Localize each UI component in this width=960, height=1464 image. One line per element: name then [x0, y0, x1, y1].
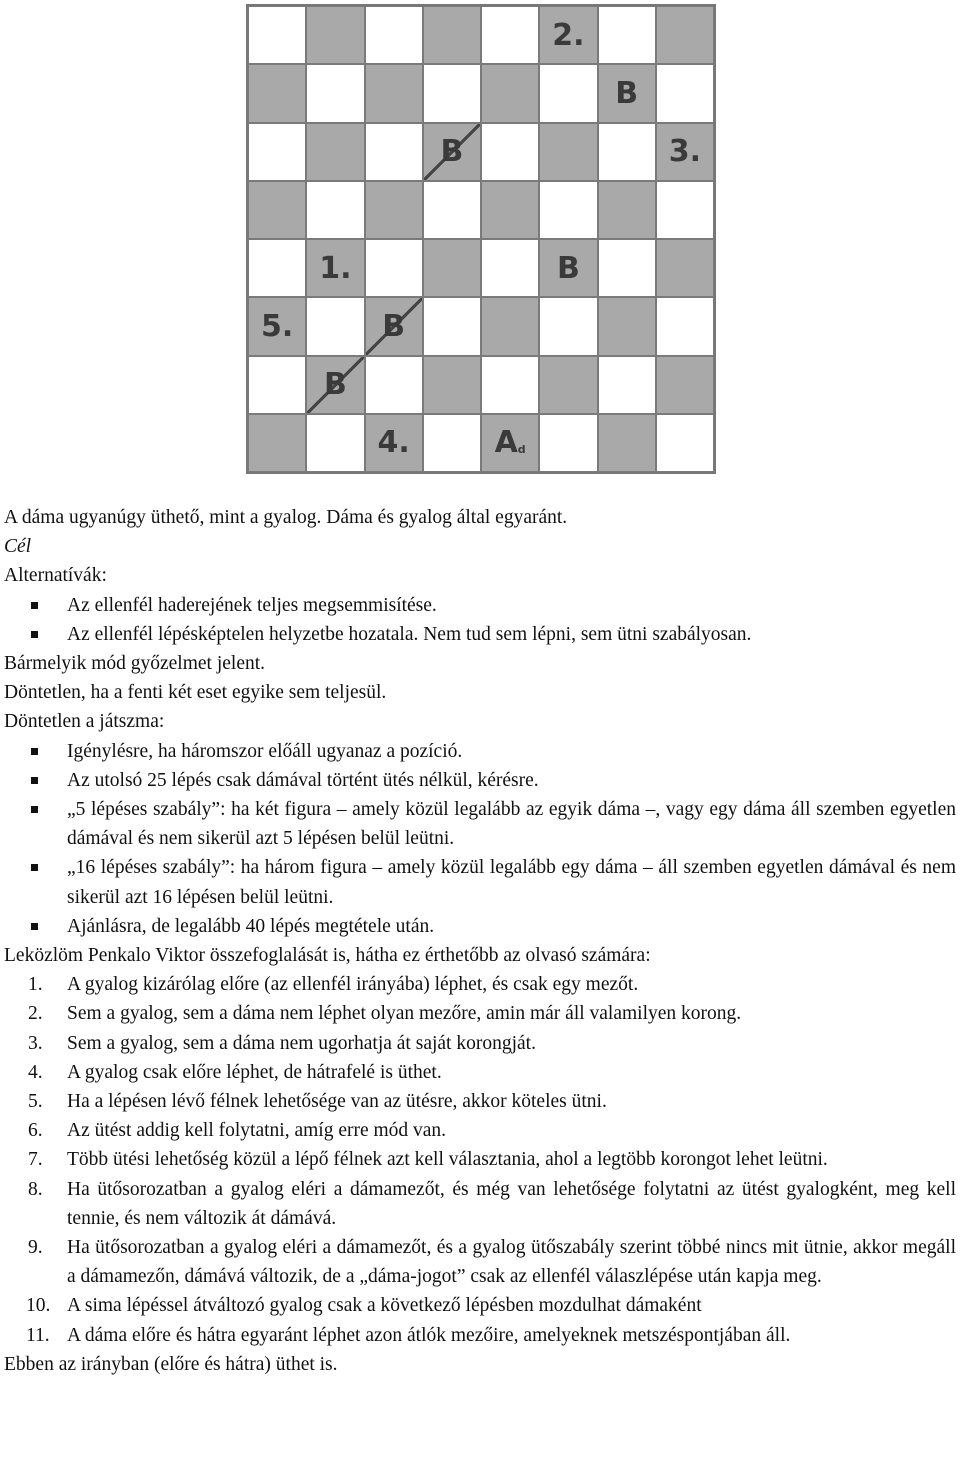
board-square: [365, 239, 423, 297]
board-square: [365, 356, 423, 414]
checkers-board-diagram: [246, 4, 716, 474]
board-mark-label: B: [323, 367, 347, 403]
board-square: [481, 356, 539, 414]
board-square: [481, 181, 539, 239]
board-square: [248, 356, 306, 414]
board-mark-label: 3.: [668, 134, 702, 170]
goal-heading: Cél: [4, 536, 32, 558]
board-mark-label: B: [382, 308, 406, 344]
board-mark-label: 1.: [319, 250, 352, 286]
board-square: [598, 356, 656, 414]
board-square: [423, 414, 481, 472]
rule-item: [4, 1087, 956, 1116]
rule-item: [4, 1233, 956, 1291]
board-square: [598, 239, 656, 297]
board-square: [481, 123, 539, 181]
board-square: [598, 6, 656, 64]
list-item: Az utolsó 25 lépés csak dámával történt ütés nélkül, kérésre.: [4, 766, 956, 795]
board-mark-label: B: [615, 75, 639, 111]
board-square: [656, 6, 714, 64]
rule-number: 11.: [26, 1324, 50, 1346]
board-mark-label: B: [440, 134, 464, 170]
rule-number: 6.: [28, 1120, 43, 1142]
rule-number: 3.: [28, 1032, 43, 1054]
board-square: [423, 356, 481, 414]
rule-text: A gyalog csak előre léphet, de hátrafelé is üthet.: [67, 1061, 442, 1083]
board-square: [539, 181, 597, 239]
rule-item: [4, 1058, 956, 1087]
board-square: [656, 181, 714, 239]
board-mark: [306, 356, 364, 414]
board-mark: [539, 239, 597, 297]
board-square: [423, 64, 481, 122]
board-square: [306, 414, 364, 472]
list-item: Igénylésre, ha háromszor előáll ugyanaz a pozíció.: [4, 737, 956, 766]
rule-text: A dáma előre és hátra egyaránt léphet azon átlók mezőire, amelyeknek metszéspontjában áll.: [67, 1324, 791, 1346]
board-square: [248, 239, 306, 297]
board-square: [656, 414, 714, 472]
rule-text: Ha ütősorozatban a gyalog eléri a dámamezőt, és a gyalog ütőszabály szerint többé nincs mit ütnie, akkor megáll a dámamezőn, dámává változik, de a „dáma-jogot” csak az ellenfél válaszlépése után kapja meg.: [67, 1237, 956, 1288]
board-mark: [656, 123, 714, 181]
board-square: [365, 6, 423, 64]
board-square: [539, 356, 597, 414]
board-square: [365, 123, 423, 181]
alternatives-list: [4, 591, 956, 649]
board-square: [481, 64, 539, 122]
board-square: [248, 123, 306, 181]
board-square: [306, 64, 364, 122]
board-square: [598, 414, 656, 472]
draw-paragraph: Döntetlen, ha a fenti két eset egyike sem teljesül.: [4, 682, 387, 704]
draw-list: [4, 737, 956, 941]
board-square: [248, 6, 306, 64]
board-square: [365, 64, 423, 122]
board-square: [248, 414, 306, 472]
board-mark: [365, 414, 423, 472]
list-item: Ajánlásra, de legalább 40 lépés megtétele után.: [4, 912, 956, 941]
board-square: [539, 297, 597, 355]
rule-item: [4, 1291, 956, 1320]
rules-list: [4, 970, 956, 1350]
board-square: [306, 297, 364, 355]
rule-text: A sima lépéssel átváltozó gyalog csak a következő lépésben mozdulhat dámaként: [67, 1295, 702, 1317]
board-mark: [598, 64, 656, 122]
board-mark: [365, 297, 423, 355]
board-square: [248, 64, 306, 122]
board-square: [598, 181, 656, 239]
closing-paragraph: Ebben az irányban (előre és hátra) üthet is.: [4, 1353, 338, 1375]
rule-text: Több ütési lehetőség közül a lépő félnek azt kell választania, ahol a legtöbb korongot lehet leütni.: [67, 1149, 828, 1171]
alternatives-heading: Alternatívák:: [4, 565, 107, 587]
rule-text: Sem a gyalog, sem a dáma nem léphet olyan mezőre, amin már áll valamilyen korong.: [67, 1003, 742, 1025]
rule-item: [4, 1145, 956, 1174]
board-square: [481, 239, 539, 297]
list-item: „5 lépéses szabály”: ha két figura – amely közül legalább az egyik dáma –, vagy egy dáma áll szemben egyetlen dámával és nem sikerül azt 5 lépésen belül leütni.: [4, 795, 956, 853]
rule-text: Ha ütősorozatban a gyalog eléri a dámamezőt, és még van lehetősége folytatni az ütést gyalogként, meg kell tennie, és nem változik át dámává.: [67, 1178, 956, 1229]
board-square: [423, 297, 481, 355]
rule-number: 10.: [26, 1295, 51, 1317]
board-mark: [539, 6, 597, 64]
intro-paragraph: A dáma ugyanúgy üthető, mint a gyalog. Dáma és gyalog által egyaránt.: [4, 507, 568, 528]
rule-item: [4, 1116, 956, 1145]
rule-item: [4, 1029, 956, 1058]
board-square: [248, 181, 306, 239]
board-square: [539, 123, 597, 181]
draw-heading: Döntetlen a játszma:: [4, 711, 165, 733]
rule-text: A gyalog kizárólag előre (az ellenfél irányába) léphet, és csak egy mezőt.: [67, 974, 639, 996]
board-square: [306, 123, 364, 181]
board-mark: [481, 414, 539, 472]
board-mark: [248, 297, 306, 355]
rule-number: 9.: [28, 1237, 43, 1259]
win-paragraph: Bármelyik mód győzelmet jelent.: [4, 653, 266, 675]
list-item: Az ellenfél lépésképtelen helyzetbe hozatala. Nem tud sem lépni, sem ütni szabályosan.: [4, 620, 956, 649]
board-square: [656, 64, 714, 122]
board-square: [656, 297, 714, 355]
board-square: [423, 6, 481, 64]
board-mark-label: B: [556, 250, 580, 286]
rule-number: 8.: [28, 1178, 43, 1200]
board-square: [539, 414, 597, 472]
rule-text: Sem a gyalog, sem a dáma nem ugorhatja át saját korongját.: [67, 1032, 536, 1054]
document-text: [4, 503, 956, 1379]
board-mark: [306, 239, 364, 297]
rule-number: 4.: [28, 1061, 43, 1083]
board-square: [656, 356, 714, 414]
board-square: [539, 64, 597, 122]
rule-number: 7.: [28, 1149, 43, 1171]
rule-number: 2.: [28, 1003, 43, 1025]
rule-number: 1.: [28, 974, 43, 996]
rule-number: 5.: [28, 1091, 43, 1113]
board-mark-label: 2.: [552, 17, 585, 53]
board-square: [598, 297, 656, 355]
board-mark-label: 4.: [377, 425, 410, 461]
board-square: [656, 239, 714, 297]
summary-intro: Leközlöm Penkalo Viktor összefoglalását is, hátha ez érthetőbb az olvasó számára:: [4, 945, 651, 967]
rule-item: [4, 1321, 956, 1350]
rule-text: Ha a lépésen lévő félnek lehetősége van az ütésre, akkor köteles ütni.: [67, 1091, 607, 1113]
board-mark-subscript: d: [517, 443, 526, 457]
rule-item: [4, 999, 956, 1028]
list-item: „16 lépéses szabály”: ha három figura – amely közül legalább egy dáma – áll szemben egyetlen dámával és nem sikerül azt 16 lépésen belül leütni.: [4, 853, 956, 911]
board-square: [481, 297, 539, 355]
board-mark: [423, 123, 481, 181]
rule-item: [4, 1175, 956, 1233]
rule-item: [4, 970, 956, 999]
board-square: [306, 6, 364, 64]
board-square: [423, 239, 481, 297]
rule-text: Az ütést addig kell folytatni, amíg erre mód van.: [67, 1120, 447, 1142]
board-square: [365, 181, 423, 239]
list-item: Az ellenfél haderejének teljes megsemmisítése.: [4, 591, 956, 620]
board-square: [598, 123, 656, 181]
board-mark-label: A: [494, 425, 518, 461]
board-square: [481, 6, 539, 64]
board-square: [306, 181, 364, 239]
board-mark-label: 5.: [260, 308, 294, 344]
board-square: [423, 181, 481, 239]
